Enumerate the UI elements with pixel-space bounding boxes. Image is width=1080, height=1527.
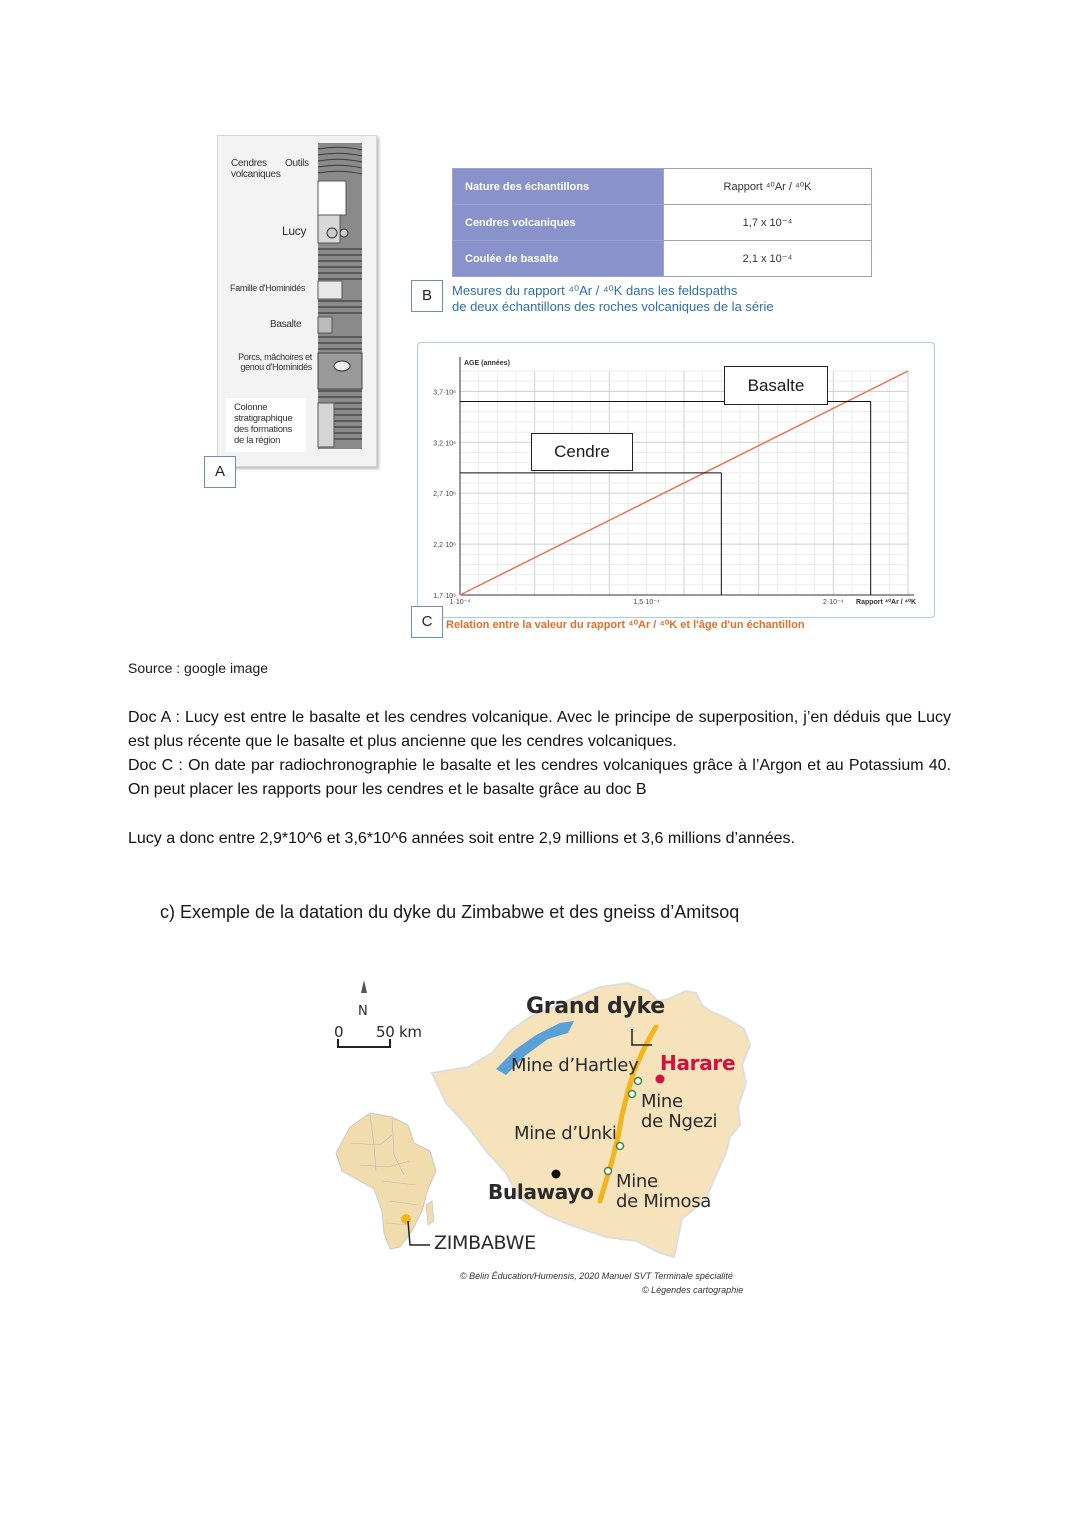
table-cell-value: 2,1 x 10⁻⁴ xyxy=(664,241,872,277)
source-line: Source : google image xyxy=(128,660,269,676)
x-tick-label: 1·10⁻⁴ xyxy=(449,599,471,606)
conclusion: Lucy a donc entre 2,9*10^6 et 3,6*10^6 années soit entre 2,9 millions et 3,6 millions d’années. xyxy=(128,830,795,847)
doc-c-analysis: Doc C : On date par radiochronographie le basalte et les cendres volcaniques grâce à l’Argon et au Potassium 40. On peut placer les rapports pour les cendres et le basalte grâce au doc B xyxy=(128,757,951,798)
docA-label-cendres: Cendres volcaniques xyxy=(231,158,281,180)
table-row xyxy=(453,241,872,277)
label-hartley: Mine d’Hartley xyxy=(511,1055,639,1076)
chart-box-basalte: Basalte xyxy=(724,366,828,405)
analysis-paragraph xyxy=(128,706,951,802)
scale-label: 50 km xyxy=(376,1023,422,1041)
y-tick-label: 3,7·10⁶ xyxy=(433,389,456,397)
docA-label-famille: Famille d'Hominidés xyxy=(230,283,306,293)
zimbabwe-locator xyxy=(401,1214,411,1224)
north-arrow-icon xyxy=(361,980,367,993)
y-tick-label: 3,2·10⁶ xyxy=(433,440,456,448)
bulawayo-dot xyxy=(552,1170,561,1179)
label-mimosa-1: Mine xyxy=(616,1171,658,1192)
label-bulawayo: Bulawayo xyxy=(488,1180,594,1204)
table-cell-label: Cendres volcaniques xyxy=(453,205,664,241)
docA-label-porcs: Porcs, mâchoires et genou d'Hominidés xyxy=(238,352,312,372)
map-credit-1: © Belin Éducation/Humensis, 2020 Manuel SVT Terminale spécialité xyxy=(460,1271,733,1281)
doc-c-chart-frame xyxy=(417,342,935,618)
docA-label-colonne: Colonne stratigraphique des formations de la région xyxy=(234,402,293,446)
docA-colonne-box xyxy=(226,398,306,452)
docA-label-outils: Outils xyxy=(285,158,309,169)
y-tick-label: 2,7·10⁶ xyxy=(433,491,456,499)
y-tick-label: 2,2·10⁶ xyxy=(433,542,456,550)
label-grand-dyke: Grand dyke xyxy=(526,994,665,1019)
table-row xyxy=(453,205,872,241)
x-tick-label: 2·10⁻⁴ xyxy=(822,599,844,606)
label-mimosa-2: de Mimosa xyxy=(616,1191,712,1212)
doc-b-caption-line1: Mesures du rapport ⁴⁰Ar / ⁴⁰K dans les feldspaths xyxy=(452,283,738,298)
doc-c-tag: C xyxy=(411,606,443,638)
docA-label-basalte: Basalte xyxy=(270,319,302,330)
label-harare: Harare xyxy=(660,1051,736,1075)
doc-a-analysis: Doc A : Lucy est entre le basalte et les cendres volcanique. Avec le principe de superposition, j’en déduis que Lucy est plus récente que le basalte et plus ancienne que les cendres volcaniques. xyxy=(128,709,951,750)
doc-c-caption: Relation entre la valeur du rapport ⁴⁰Ar / ⁴⁰K et l'âge d'un échantillon xyxy=(446,619,805,631)
table-header-nature: Nature des échantillons xyxy=(453,169,664,205)
label-ngezi-2: de Ngezi xyxy=(641,1111,718,1132)
docA-label-lucy: Lucy xyxy=(282,224,307,238)
section-heading-c: c) Exemple de la datation du dyke du Zimbabwe et des gneiss d’Amitsoq xyxy=(160,902,740,922)
doc-a-figure xyxy=(217,135,377,467)
doc-b-caption-line2: de deux échantillons des roches volcaniques de la série xyxy=(452,299,774,314)
doc-b-tag: B xyxy=(411,280,443,312)
doc-c-chart xyxy=(418,343,934,617)
label-zimbabwe: ZIMBABWE xyxy=(434,1232,536,1254)
map-north-label: N xyxy=(358,1004,368,1019)
africa-inset xyxy=(336,1113,436,1249)
table-cell-value: 1,7 x 10⁻⁴ xyxy=(664,205,872,241)
harare-dot xyxy=(656,1075,665,1084)
map-credit-2: © Légendes cartographie xyxy=(642,1285,744,1295)
table-cell-label: Coulée de basalte xyxy=(453,241,664,277)
label-unki: Mine d’Unki xyxy=(514,1123,617,1144)
x-tick-label: 1,5·10⁻⁴ xyxy=(633,599,660,606)
scale-zero: 0 xyxy=(334,1023,344,1041)
doc-b-caption xyxy=(452,283,774,315)
stratigraphic-column xyxy=(312,141,368,453)
label-ngezi-1: Mine xyxy=(641,1091,683,1112)
x-axis-label: Rapport ⁴⁰Ar / ⁴⁰K xyxy=(856,599,916,606)
doc-a-tag: A xyxy=(204,456,236,488)
doc-b-table xyxy=(452,168,872,277)
table-header-row xyxy=(453,169,872,205)
table-header-rapport: Rapport ⁴⁰Ar / ⁴⁰K xyxy=(664,169,872,205)
y-axis-label: AGE (années) xyxy=(464,360,510,367)
y-tick-label: 1,7·10⁶ xyxy=(433,593,456,600)
chart-box-cendre: Cendre xyxy=(531,433,633,471)
